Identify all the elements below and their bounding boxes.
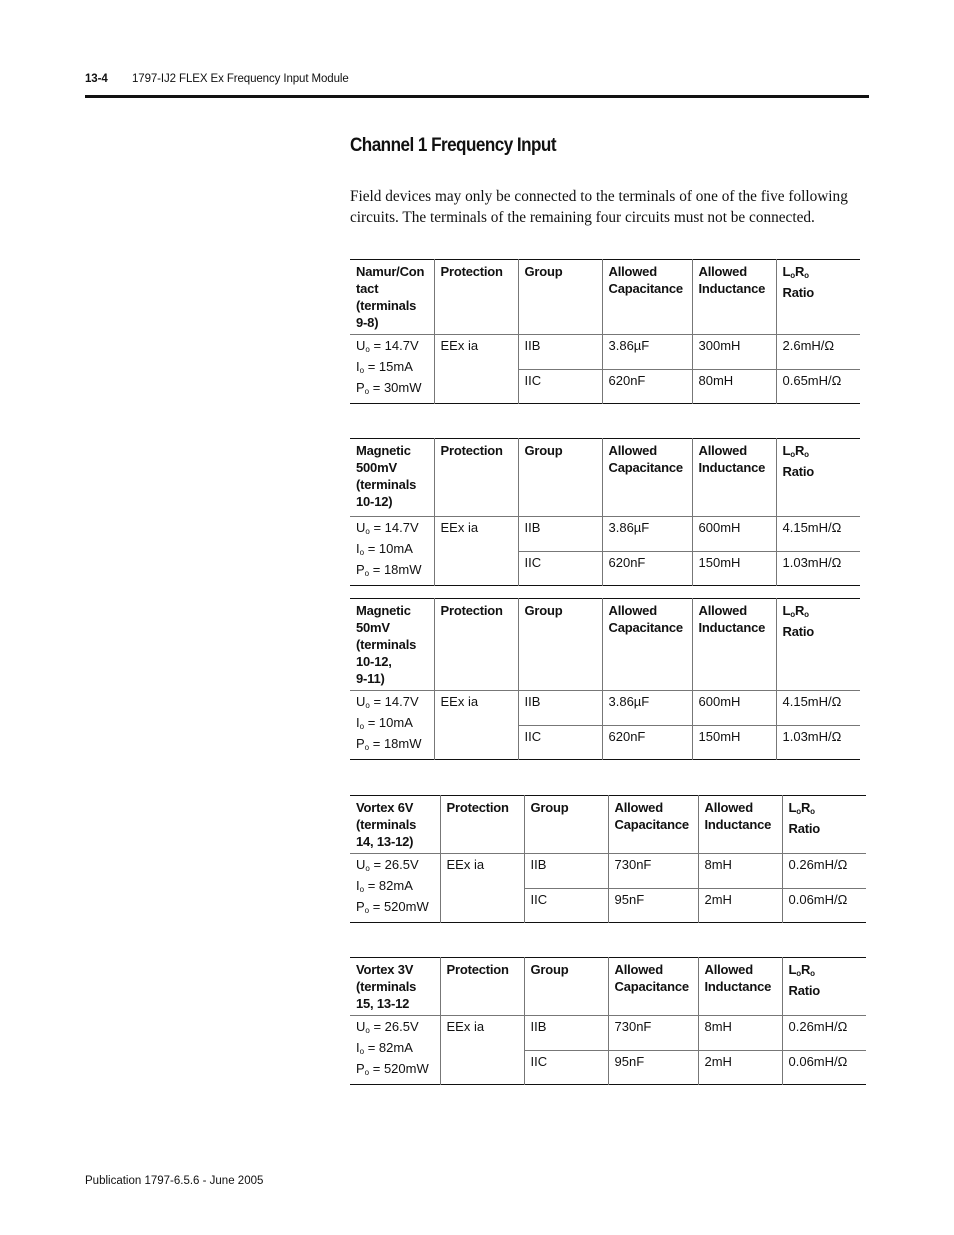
circuit-table xyxy=(350,957,866,1085)
table-row xyxy=(350,335,860,370)
ratio-cell: 0.26mH/Ω xyxy=(782,1016,866,1051)
circuit-params xyxy=(350,854,440,923)
inductance-cell: 80mH xyxy=(692,369,776,404)
current-param: $I_o = 82mA$ xyxy=(356,1040,413,1056)
current-param: $I_o = 10mA$ xyxy=(356,715,413,731)
publication-footer: Publication 1797-6.5.6 - June 2005 xyxy=(85,1175,264,1187)
circuit-name-line: 15, 13-12 xyxy=(356,996,410,1011)
group-header: Group xyxy=(518,260,602,335)
capacitance-header: Allowed Capacitance xyxy=(602,439,692,517)
table-row xyxy=(350,854,866,889)
inductance-cell: 150mH xyxy=(692,551,776,586)
section-title: Channel 1 Frequency Input xyxy=(350,135,556,156)
ratio-header xyxy=(776,599,860,691)
ratio-header xyxy=(776,260,860,335)
capacitance-cell: 620nF xyxy=(602,725,692,760)
ratio-label: Ratio xyxy=(782,624,815,639)
inductance-header: Allowed Inductance xyxy=(692,439,776,517)
circuit-name-line: 14, 13-12) xyxy=(356,834,414,849)
voltage-param: $U_o = 26.5V$ xyxy=(356,1019,419,1035)
lr-symbol: $L_oR_o$ xyxy=(782,264,809,280)
protection-cell: EEx ia xyxy=(440,1016,524,1085)
capacitance-cell: 3.86µF xyxy=(602,691,692,726)
protection-header: Protection xyxy=(434,260,518,335)
group-cell: IIC xyxy=(518,369,602,404)
ratio-cell: 0.65mH/Ω xyxy=(776,369,860,404)
circuit-name-line: Vortex 6V xyxy=(356,800,414,815)
inductance-cell: 300mH xyxy=(692,335,776,370)
protection-header: Protection xyxy=(434,599,518,691)
protection-header: Protection xyxy=(440,958,524,1016)
table-row xyxy=(350,1016,866,1051)
power-param: $P_o = 18mW$ xyxy=(356,562,422,578)
group-cell: IIB xyxy=(518,517,602,552)
ratio-label: Ratio xyxy=(782,464,815,479)
power-param: $P_o = 520mW$ xyxy=(356,1061,429,1077)
group-header: Group xyxy=(518,439,602,517)
circuit-table xyxy=(350,795,866,923)
capacitance-header: Allowed Capacitance xyxy=(602,260,692,335)
protection-cell: EEx ia xyxy=(440,854,524,923)
ratio-cell: 0.06mH/Ω xyxy=(782,1050,866,1085)
circuit-name-line: (terminals xyxy=(356,979,417,994)
inductance-cell: 600mH xyxy=(692,691,776,726)
group-cell: IIB xyxy=(524,854,608,889)
current-param: $I_o = 10mA$ xyxy=(356,541,413,557)
group-header: Group xyxy=(518,599,602,691)
voltage-param: $U_o = 14.7V$ xyxy=(356,338,419,354)
power-param: $P_o = 30mW$ xyxy=(356,380,422,396)
circuit-name-line: 10-12, xyxy=(356,654,392,669)
capacitance-cell: 620nF xyxy=(602,551,692,586)
capacitance-header: Allowed Capacitance xyxy=(608,958,698,1016)
current-param: $I_o = 82mA$ xyxy=(356,878,413,894)
inductance-header: Allowed Inductance xyxy=(698,958,782,1016)
circuit-name-line: 50mV xyxy=(356,620,390,635)
voltage-param: $U_o = 26.5V$ xyxy=(356,857,419,873)
capacitance-cell: 3.86µF xyxy=(602,335,692,370)
page-header xyxy=(85,73,349,85)
ratio-cell: 2.6mH/Ω xyxy=(776,335,860,370)
circuit-name-line: 9-8) xyxy=(356,315,379,330)
circuit-params xyxy=(350,335,434,404)
circuit-name-line: (terminals xyxy=(356,477,417,492)
group-header: Group xyxy=(524,958,608,1016)
circuit-table xyxy=(350,438,860,586)
voltage-param: $U_o = 14.7V$ xyxy=(356,694,419,710)
inductance-cell: 8mH xyxy=(698,1016,782,1051)
lr-symbol: $L_oR_o$ xyxy=(782,443,809,459)
circuit-name-line: Namur/Con xyxy=(356,264,425,279)
capacitance-cell: 3.86µF xyxy=(602,517,692,552)
circuit-header xyxy=(350,599,434,691)
lr-symbol: $L_oR_o$ xyxy=(788,962,815,978)
capacitance-cell: 95nF xyxy=(608,888,698,923)
inductance-header: Allowed Inductance xyxy=(692,599,776,691)
protection-header: Protection xyxy=(434,439,518,517)
page-number: 13-4 xyxy=(85,73,108,85)
inductance-header: Allowed Inductance xyxy=(692,260,776,335)
power-param: $P_o = 520mW$ xyxy=(356,899,429,915)
ratio-label: Ratio xyxy=(788,983,821,998)
ratio-label: Ratio xyxy=(782,285,815,300)
inductance-cell: 2mH xyxy=(698,1050,782,1085)
voltage-param: $U_o = 14.7V$ xyxy=(356,520,419,536)
current-param: $I_o = 15mA$ xyxy=(356,359,413,375)
protection-cell: EEx ia xyxy=(434,517,518,586)
protection-cell: EEx ia xyxy=(434,335,518,404)
ratio-cell: 0.06mH/Ω xyxy=(782,888,866,923)
group-cell: IIC xyxy=(524,888,608,923)
capacitance-cell: 730nF xyxy=(608,854,698,889)
group-cell: IIB xyxy=(518,335,602,370)
circuit-table xyxy=(350,598,860,760)
capacitance-header: Allowed Capacitance xyxy=(608,796,698,854)
circuit-name-line: Magnetic xyxy=(356,443,411,458)
inductance-header: Allowed Inductance xyxy=(698,796,782,854)
intro-paragraph: Field devices may only be connected to the terminals of one of the five following circuits. The terminals of the remaining four circuits must not be connected. xyxy=(350,188,848,226)
circuit-name-line: tact xyxy=(356,281,379,296)
capacitance-cell: 620nF xyxy=(602,369,692,404)
circuit-params xyxy=(350,517,434,586)
circuit-name-line: 9-11) xyxy=(356,671,385,686)
circuit-header xyxy=(350,958,440,1016)
group-cell: IIB xyxy=(518,691,602,726)
capacitance-cell: 95nF xyxy=(608,1050,698,1085)
lr-symbol: $L_oR_o$ xyxy=(782,603,809,619)
table-row xyxy=(350,517,860,552)
circuit-params xyxy=(350,691,434,760)
circuit-header xyxy=(350,439,434,517)
inductance-cell: 8mH xyxy=(698,854,782,889)
ratio-cell: 1.03mH/Ω xyxy=(776,551,860,586)
group-cell: IIC xyxy=(524,1050,608,1085)
group-cell: IIB xyxy=(524,1016,608,1051)
ratio-cell: 0.26mH/Ω xyxy=(782,854,866,889)
inductance-cell: 600mH xyxy=(692,517,776,552)
circuit-name-line: (terminals xyxy=(356,637,417,652)
ratio-header xyxy=(782,796,866,854)
ratio-label: Ratio xyxy=(788,821,821,836)
circuit-name-line: Magnetic xyxy=(356,603,411,618)
inductance-cell: 2mH xyxy=(698,888,782,923)
circuit-header xyxy=(350,796,440,854)
circuit-name-line: (terminals xyxy=(356,298,417,313)
ratio-cell: 4.15mH/Ω xyxy=(776,517,860,552)
header-rule xyxy=(85,95,869,98)
circuit-table xyxy=(350,259,860,404)
lr-symbol: $L_oR_o$ xyxy=(788,800,815,816)
doc-title: 1797-IJ2 FLEX Ex Frequency Input Module xyxy=(132,73,349,85)
group-cell: IIC xyxy=(518,725,602,760)
ratio-cell: 1.03mH/Ω xyxy=(776,725,860,760)
circuit-name-line: Vortex 3V xyxy=(356,962,414,977)
circuit-name-line: 10-12) xyxy=(356,494,393,509)
table-row xyxy=(350,691,860,726)
circuit-params xyxy=(350,1016,440,1085)
ratio-header xyxy=(782,958,866,1016)
capacitance-cell: 730nF xyxy=(608,1016,698,1051)
capacitance-header: Allowed Capacitance xyxy=(602,599,692,691)
circuit-header xyxy=(350,260,434,335)
circuit-name-line: (terminals xyxy=(356,817,417,832)
group-cell: IIC xyxy=(518,551,602,586)
group-header: Group xyxy=(524,796,608,854)
protection-header: Protection xyxy=(440,796,524,854)
ratio-cell: 4.15mH/Ω xyxy=(776,691,860,726)
circuit-name-line: 500mV xyxy=(356,460,397,475)
power-param: $P_o = 18mW$ xyxy=(356,736,422,752)
ratio-header xyxy=(776,439,860,517)
inductance-cell: 150mH xyxy=(692,725,776,760)
protection-cell: EEx ia xyxy=(434,691,518,760)
